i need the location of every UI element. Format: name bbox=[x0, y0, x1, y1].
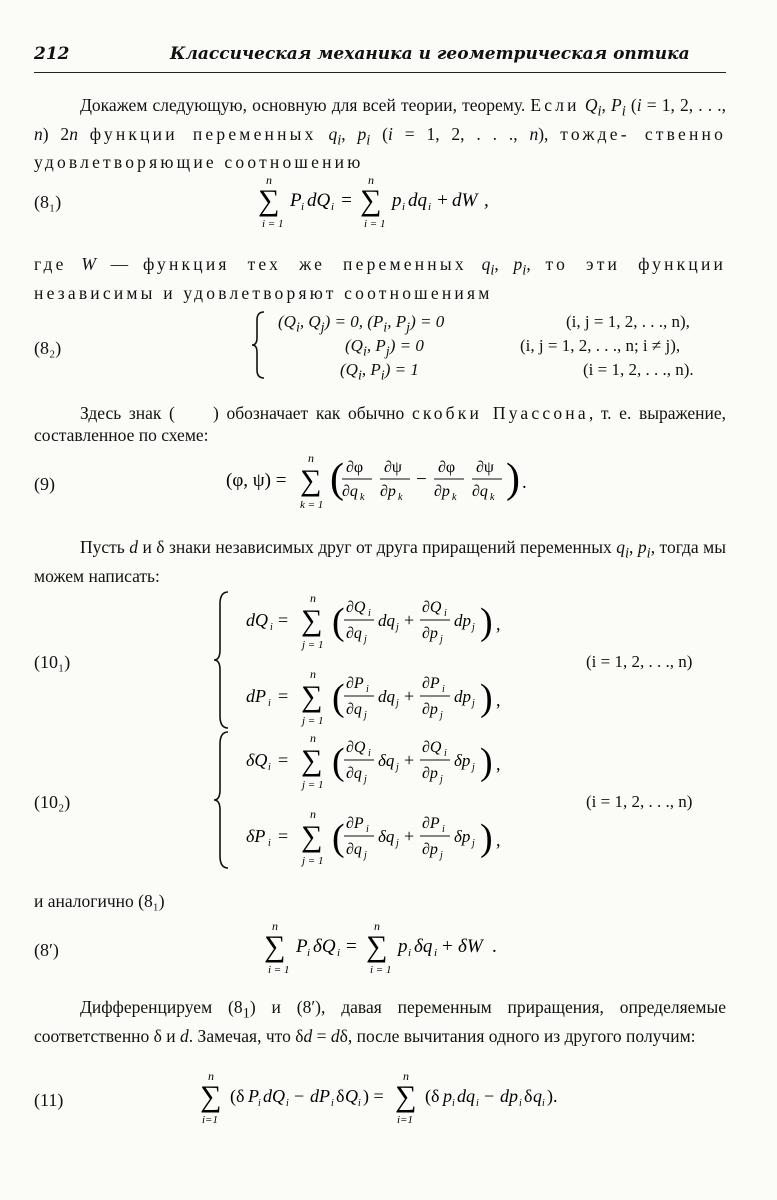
eq-8-2-line-3: ($Q_i$, $P_i) = 1$ bbox=[340, 360, 419, 384]
svg-text:i: i bbox=[366, 824, 369, 835]
svg-text:=: = bbox=[346, 936, 357, 957]
svg-text:k: k bbox=[360, 492, 365, 503]
svg-text:∂P: ∂P bbox=[422, 675, 440, 692]
svg-text:j: j bbox=[472, 698, 475, 709]
svg-text:i: i bbox=[444, 608, 447, 619]
svg-text:i = 1: i = 1 bbox=[370, 964, 392, 976]
svg-text:∑: ∑ bbox=[360, 184, 382, 217]
svg-text:i: i bbox=[301, 201, 305, 213]
svg-text:i: i bbox=[337, 947, 341, 959]
svg-text:(φ, ψ) =: (φ, ψ) = bbox=[226, 470, 287, 491]
page-number: 212 bbox=[34, 44, 70, 64]
svg-text:=: = bbox=[278, 750, 289, 770]
svg-text:+: + bbox=[404, 750, 415, 770]
svg-text:(δ: (δ bbox=[230, 1086, 245, 1106]
svg-text:): ) bbox=[480, 741, 493, 783]
svg-text:i = 1: i = 1 bbox=[268, 964, 290, 976]
eq-8-prime-label: (8′) bbox=[34, 940, 59, 960]
eq-9-formula bbox=[226, 448, 546, 522]
svg-text:j = 1: j = 1 bbox=[302, 715, 324, 727]
svg-text:∑: ∑ bbox=[366, 930, 388, 963]
svg-text:(: ( bbox=[332, 741, 345, 783]
svg-text:δQ: δQ bbox=[246, 750, 268, 770]
svg-text:j: j bbox=[472, 838, 475, 849]
svg-text:∂Q: ∂Q bbox=[422, 599, 442, 616]
svg-text:j: j bbox=[396, 622, 399, 633]
eq-9-label: (9) bbox=[34, 474, 55, 494]
paragraph-1: Докажем следующую, основную для всей теории, теорему. Если $Q_i$, $P_i$ (i = 1, 2, . . ., n) 2n функции переменных $q_i$, $p_i$ (i = 1, 2, . . ., n), тожде- ственно удовлетворяющие соотношению bbox=[34, 95, 727, 172]
svg-text:Q: Q bbox=[345, 1086, 358, 1106]
svg-text:+: + bbox=[436, 190, 449, 211]
svg-text:i: i bbox=[476, 1098, 479, 1109]
svg-text:n: n bbox=[272, 919, 278, 933]
svg-text:δq: δq bbox=[414, 936, 433, 957]
svg-text:δQ: δQ bbox=[313, 936, 336, 957]
svg-text:) =: ) = bbox=[363, 1086, 384, 1106]
eq-10-2-line-2 bbox=[246, 808, 536, 876]
svg-text:δP: δP bbox=[246, 826, 266, 846]
svg-text:∂Q: ∂Q bbox=[346, 599, 366, 616]
svg-text:,: , bbox=[496, 754, 501, 774]
paragraph-3: Здесь знак ( ) обозначает как обычно скобки Пуассона, т. е. выражение, составленное по схеме: bbox=[34, 403, 726, 445]
svg-text:).: ). bbox=[547, 1086, 558, 1106]
svg-text:): ) bbox=[480, 601, 493, 643]
svg-text:dQ: dQ bbox=[307, 190, 331, 211]
svg-text:n: n bbox=[403, 1069, 409, 1083]
svg-text:j: j bbox=[396, 762, 399, 773]
eq-8-2-cond-2: (i, j = 1, 2, . . ., n; i ≠ j), bbox=[520, 336, 681, 355]
svg-text:+: + bbox=[442, 936, 453, 957]
left-brace bbox=[214, 730, 232, 870]
svg-text:i: i bbox=[442, 684, 445, 695]
svg-text:i: i bbox=[442, 824, 445, 835]
svg-text:i = 1: i = 1 bbox=[364, 218, 386, 230]
eq-11-label: (11) bbox=[34, 1090, 64, 1110]
svg-text:∂ψ: ∂ψ bbox=[384, 459, 402, 476]
svg-text:i: i bbox=[331, 201, 335, 213]
svg-text:j = 1: j = 1 bbox=[302, 855, 324, 867]
eq-8-1-label: (8₁) bbox=[34, 192, 62, 212]
svg-text:i: i bbox=[358, 1098, 361, 1109]
svg-text:δp: δp bbox=[454, 827, 471, 846]
svg-text:=: = bbox=[278, 686, 289, 706]
svg-text:P: P bbox=[248, 1086, 259, 1106]
svg-text:i: i bbox=[268, 698, 271, 709]
paragraph-6: Дифференцируем $(8_1)$ и (8′), давая переменным приращения, определяемые соответственно δ и d. Замечая, что δd = dδ, после вычитания одного из другого получим: bbox=[34, 997, 726, 1046]
svg-text:j: j bbox=[440, 850, 443, 861]
svg-text:n: n bbox=[374, 919, 380, 933]
svg-text:∑: ∑ bbox=[200, 1080, 222, 1113]
svg-text:∑: ∑ bbox=[301, 820, 323, 853]
svg-text:): ) bbox=[480, 817, 493, 859]
svg-text:i=1: i=1 bbox=[397, 1114, 413, 1126]
eq-8-2-cond-1: (i, j = 1, 2, . . ., n), bbox=[566, 312, 690, 331]
svg-text:i: i bbox=[434, 947, 438, 959]
svg-text:n: n bbox=[310, 732, 316, 745]
svg-text:δW: δW bbox=[458, 936, 483, 957]
svg-text:∂Q: ∂Q bbox=[346, 739, 366, 756]
svg-text:dp: dp bbox=[454, 611, 471, 630]
svg-text:j: j bbox=[440, 774, 443, 785]
svg-text:∂P: ∂P bbox=[422, 815, 440, 832]
eq-10-2-label: (10₂) bbox=[34, 792, 71, 812]
svg-text:i: i bbox=[444, 748, 447, 759]
svg-text:j: j bbox=[364, 710, 367, 721]
svg-text:δq: δq bbox=[378, 827, 395, 846]
svg-text:n: n bbox=[310, 592, 316, 605]
svg-text:j: j bbox=[364, 850, 367, 861]
svg-text:p: p bbox=[392, 190, 402, 211]
svg-text:j: j bbox=[396, 698, 399, 709]
svg-text:∑: ∑ bbox=[301, 680, 323, 713]
svg-text:∂P: ∂P bbox=[346, 815, 364, 832]
svg-text:n: n bbox=[266, 173, 272, 187]
svg-text:p: p bbox=[443, 1086, 452, 1106]
svg-text:∂q: ∂q bbox=[346, 841, 362, 858]
svg-text:i: i bbox=[368, 608, 371, 619]
svg-text:(: ( bbox=[332, 817, 345, 859]
svg-text:∂Q: ∂Q bbox=[422, 739, 442, 756]
svg-text:p: p bbox=[398, 936, 408, 957]
svg-text:i: i bbox=[366, 684, 369, 695]
svg-text:−: − bbox=[416, 469, 427, 490]
svg-text:i: i bbox=[368, 748, 371, 759]
svg-text:−: − bbox=[484, 1086, 495, 1106]
svg-text:i: i bbox=[519, 1098, 522, 1109]
header-rule bbox=[34, 72, 726, 73]
svg-text:(: ( bbox=[332, 677, 345, 719]
svg-text:∂ψ: ∂ψ bbox=[476, 459, 494, 476]
eq-10-1-condition: (i = 1, 2, . . ., n) bbox=[586, 652, 693, 671]
svg-text:∑: ∑ bbox=[395, 1080, 417, 1113]
left-brace bbox=[252, 310, 268, 380]
eq-8-2-label: (8₂) bbox=[34, 338, 62, 358]
svg-text:(: ( bbox=[332, 601, 345, 643]
svg-text:i = 1: i = 1 bbox=[262, 218, 284, 230]
svg-text:∂q: ∂q bbox=[472, 483, 488, 500]
svg-text:∑: ∑ bbox=[258, 184, 280, 217]
svg-text:,: , bbox=[484, 190, 489, 211]
svg-text:∂φ: ∂φ bbox=[346, 459, 364, 476]
svg-text:.: . bbox=[522, 472, 527, 493]
svg-text:i: i bbox=[408, 947, 412, 959]
svg-text:dW: dW bbox=[452, 190, 478, 211]
svg-text:dp: dp bbox=[500, 1086, 518, 1106]
svg-text:.: . bbox=[492, 936, 497, 957]
svg-text:i: i bbox=[452, 1098, 455, 1109]
svg-text:dP: dP bbox=[310, 1086, 330, 1106]
svg-text:dq: dq bbox=[378, 687, 395, 706]
svg-text:j = 1: j = 1 bbox=[302, 639, 324, 651]
svg-text:j: j bbox=[472, 622, 475, 633]
running-title: Классическая механика и геометрическая оптика bbox=[170, 44, 690, 64]
svg-text:δq: δq bbox=[378, 751, 395, 770]
svg-text:i: i bbox=[402, 201, 406, 213]
eq-8-2-line-1: ($Q_i$, $Q_j) = 0$, ($P_i$, $P_j) = 0$ bbox=[278, 312, 445, 336]
svg-text:k = 1: k = 1 bbox=[300, 499, 324, 511]
svg-text:i: i bbox=[286, 1098, 289, 1109]
svg-text:=: = bbox=[340, 190, 353, 211]
svg-text:): ) bbox=[506, 456, 520, 502]
svg-text:n: n bbox=[308, 451, 314, 465]
svg-text:(δ: (δ bbox=[425, 1086, 440, 1106]
svg-text:∂q: ∂q bbox=[346, 765, 362, 782]
svg-text:+: + bbox=[404, 610, 415, 630]
eq-10-2-condition: (i = 1, 2, . . ., n) bbox=[586, 792, 693, 811]
svg-text:(: ( bbox=[330, 456, 344, 502]
svg-text:,: , bbox=[496, 690, 501, 710]
svg-text:∂φ: ∂φ bbox=[438, 459, 456, 476]
svg-text:,: , bbox=[496, 830, 501, 850]
svg-text:dQ: dQ bbox=[246, 610, 268, 630]
eq-8-1-formula bbox=[258, 172, 518, 238]
svg-text:∂q: ∂q bbox=[342, 483, 358, 500]
svg-text:dP: dP bbox=[246, 686, 266, 706]
svg-text:dq: dq bbox=[378, 611, 395, 630]
svg-text:δp: δp bbox=[454, 751, 471, 770]
svg-text:δ: δ bbox=[524, 1086, 533, 1106]
svg-text:∂p: ∂p bbox=[422, 701, 438, 718]
svg-text:dp: dp bbox=[454, 687, 471, 706]
svg-text:j: j bbox=[472, 762, 475, 773]
svg-text:dq: dq bbox=[408, 190, 427, 211]
svg-text:=: = bbox=[278, 826, 289, 846]
eq-8-2-line-2: ($Q_i$, $P_j) = 0$ bbox=[345, 336, 424, 360]
svg-text:q: q bbox=[533, 1086, 542, 1106]
svg-text:n: n bbox=[368, 173, 374, 187]
svg-text:∂q: ∂q bbox=[346, 701, 362, 718]
svg-text:i=1: i=1 bbox=[202, 1114, 218, 1126]
svg-text:i: i bbox=[268, 762, 271, 773]
eq-11-formula bbox=[200, 1068, 580, 1132]
svg-text:∑: ∑ bbox=[301, 744, 323, 777]
eq-10-1-line-1 bbox=[246, 592, 536, 660]
eq-10-1-line-2 bbox=[246, 668, 536, 736]
svg-text:−: − bbox=[294, 1086, 305, 1106]
svg-text:j: j bbox=[440, 710, 443, 721]
svg-text:i: i bbox=[542, 1098, 545, 1109]
svg-text:j: j bbox=[364, 774, 367, 785]
paragraph-2: где W — функция тех же переменных $q_i$, $p_i$, то эти функции независимы и удовлетворяют соотношениям bbox=[34, 254, 727, 303]
svg-text:P: P bbox=[290, 190, 302, 211]
svg-text:,: , bbox=[496, 614, 501, 634]
svg-text:P: P bbox=[296, 936, 308, 957]
svg-text:∂p: ∂p bbox=[422, 765, 438, 782]
svg-text:n: n bbox=[208, 1069, 214, 1083]
svg-text:n: n bbox=[310, 808, 316, 821]
svg-text:n: n bbox=[310, 668, 316, 681]
svg-text:j: j bbox=[396, 838, 399, 849]
svg-text:i: i bbox=[270, 622, 273, 633]
eq-10-2-line-1 bbox=[246, 732, 536, 800]
svg-text:j = 1: j = 1 bbox=[302, 779, 324, 791]
svg-text:∂p: ∂p bbox=[422, 841, 438, 858]
paragraph-5: и аналогично (8₁) bbox=[34, 891, 165, 911]
svg-text:+: + bbox=[404, 686, 415, 706]
svg-text:i: i bbox=[258, 1098, 261, 1109]
svg-text:i: i bbox=[307, 947, 311, 959]
svg-text:∂q: ∂q bbox=[346, 625, 362, 642]
svg-text:∂P: ∂P bbox=[346, 675, 364, 692]
svg-text:i: i bbox=[428, 201, 432, 213]
svg-text:δ: δ bbox=[336, 1086, 345, 1106]
svg-text:i: i bbox=[331, 1098, 334, 1109]
svg-text:j: j bbox=[364, 634, 367, 645]
eq-8-prime-formula bbox=[264, 918, 524, 982]
eq-10-1-label: (10₁) bbox=[34, 652, 71, 672]
svg-text:∑: ∑ bbox=[301, 604, 323, 637]
svg-text:i: i bbox=[268, 838, 271, 849]
svg-text:k: k bbox=[398, 492, 403, 503]
svg-text:k: k bbox=[452, 492, 457, 503]
svg-text:): ) bbox=[480, 677, 493, 719]
svg-text:dq: dq bbox=[457, 1086, 475, 1106]
svg-text:∂p: ∂p bbox=[380, 483, 396, 500]
paragraph-4: Пусть d и δ знаки независимых друг от друга приращений переменных $q_i$, $p_i$, тогда мы можем написать: bbox=[34, 537, 726, 586]
svg-text:∑: ∑ bbox=[264, 930, 286, 963]
svg-text:+: + bbox=[404, 826, 415, 846]
svg-text:∂p: ∂p bbox=[434, 483, 450, 500]
svg-text:∑: ∑ bbox=[300, 464, 322, 497]
svg-text:∂p: ∂p bbox=[422, 625, 438, 642]
svg-text:=: = bbox=[278, 610, 289, 630]
svg-text:j: j bbox=[440, 634, 443, 645]
svg-text:k: k bbox=[490, 492, 495, 503]
svg-text:dQ: dQ bbox=[263, 1086, 285, 1106]
eq-8-2-cond-3: (i = 1, 2, . . ., n). bbox=[583, 360, 694, 379]
left-brace bbox=[214, 590, 232, 730]
